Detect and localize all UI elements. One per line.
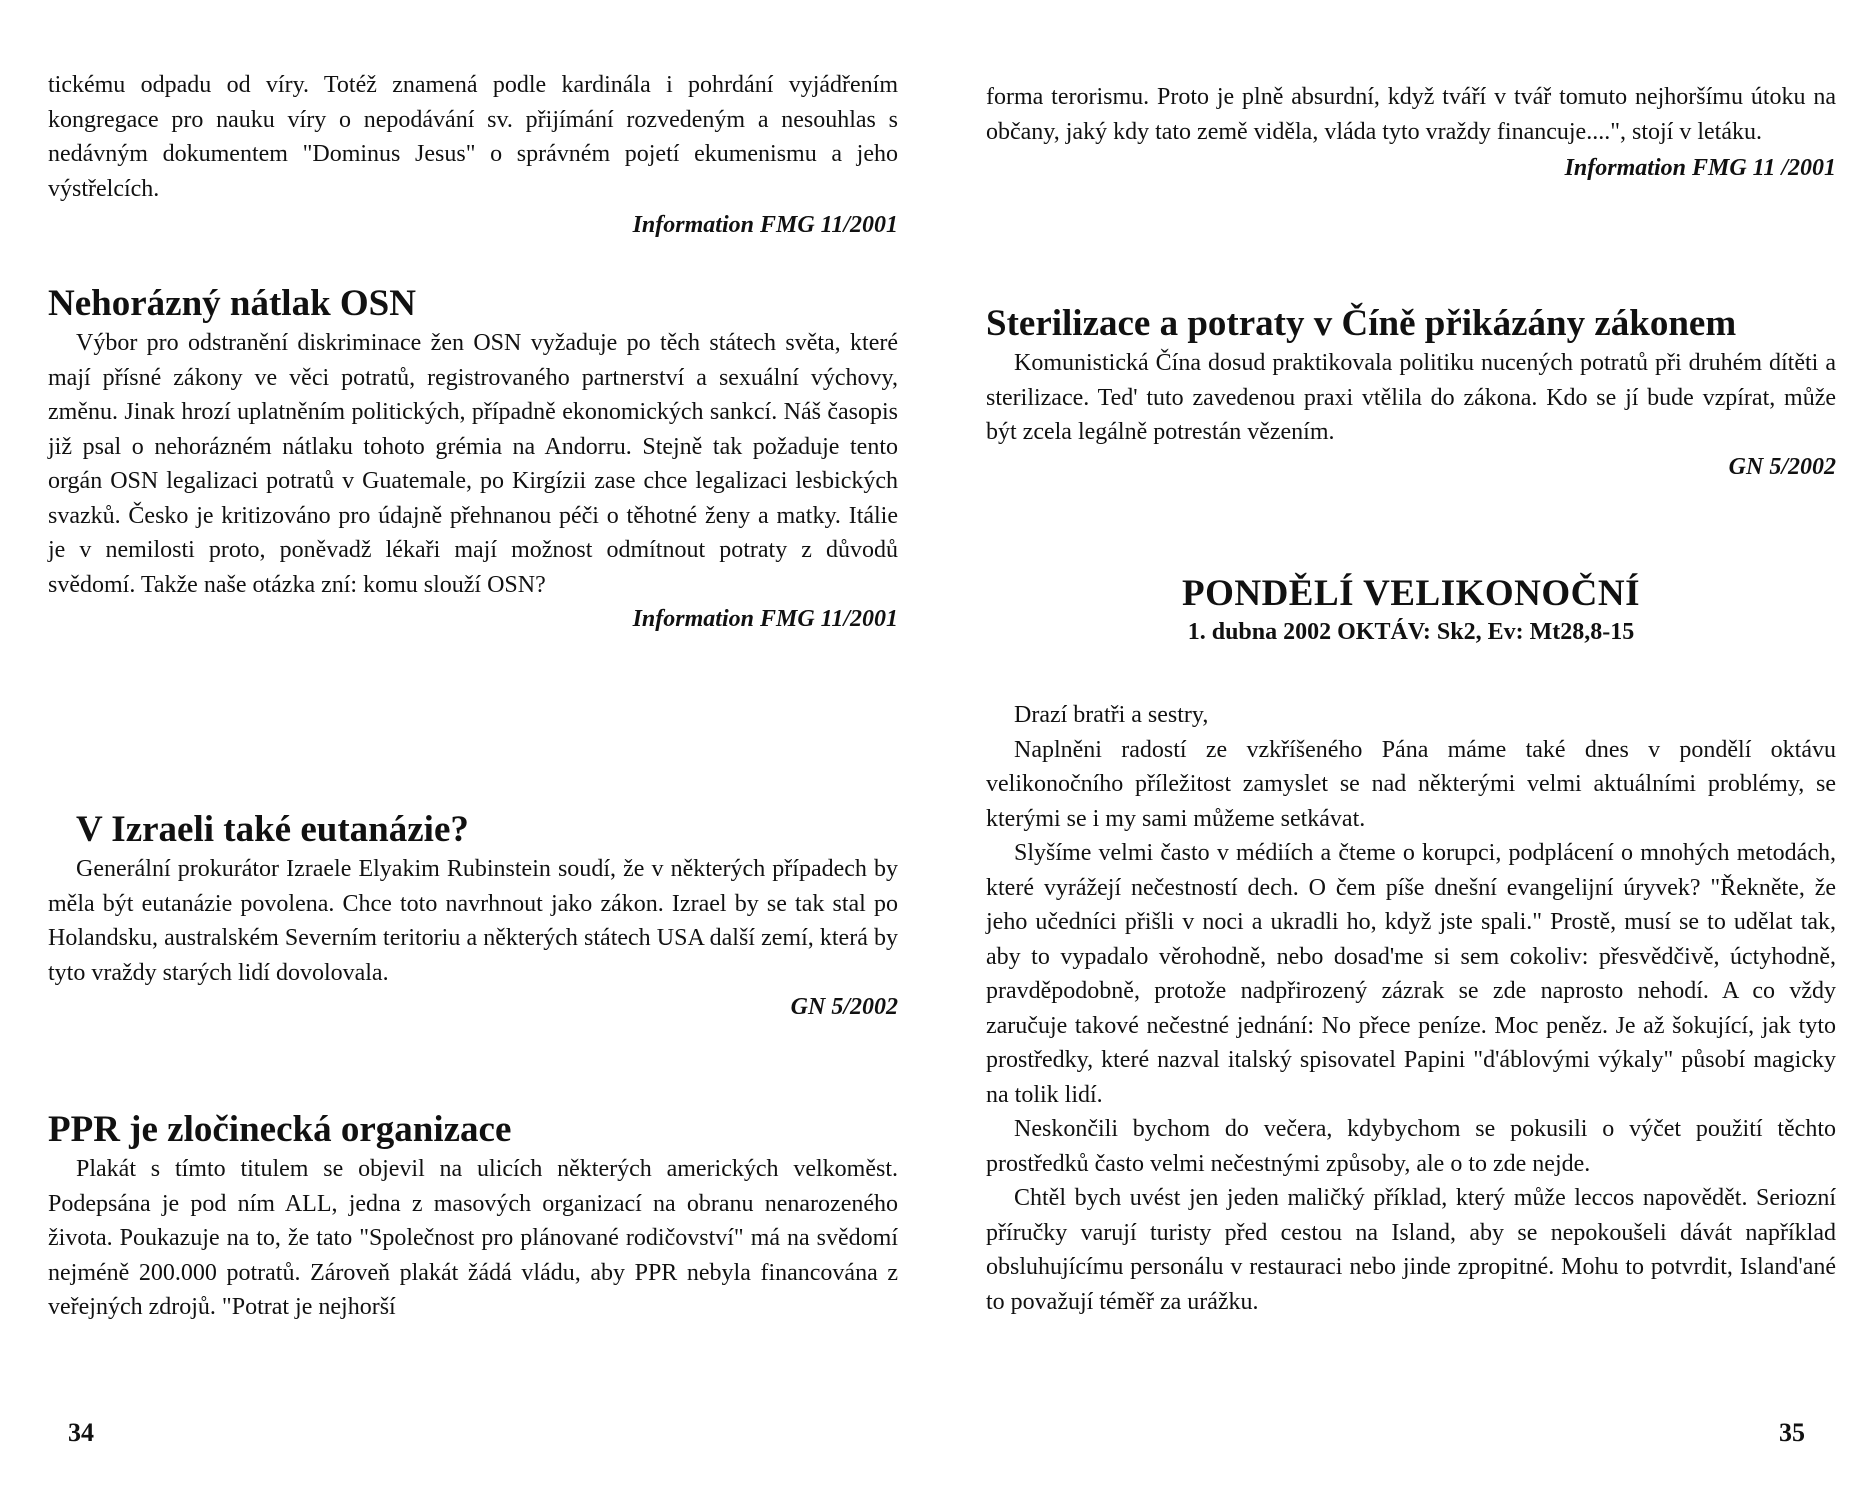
- sermon-heading: [986, 572, 1836, 648]
- sermon-paragraph: Naplněni radostí ze vzkříšeného Pána máme také dnes v pondělí oktávu velikonočního příležitost zamyslet se nad některými velmi aktuálními problémy, se kterými se i my sami můžeme setkávat.: [986, 736, 1836, 832]
- page-number: 34: [68, 1418, 94, 1447]
- article-izrael: [48, 808, 898, 1024]
- article-text: Komunistická Čína dosud praktikovala politiku nucených potratů při druhém dítěti a sterilizace. Ted' tuto zavedenou praxi vtělila do zákona. Kdo se jí bude vzpírat, může být zcela legálně potrestán vězením.: [986, 350, 1836, 445]
- sermon-paragraph: Neskončili bychom do večera, kdybychom se pokusili o výčet použití těchto prostředků často velmi nečestnými způsoby, ale o to zde nejde.: [986, 1116, 1836, 1177]
- intro-source: Information FMG 11/2001: [632, 212, 898, 238]
- intro-text: forma terorismu. Proto je plně absurdní, když tváří v tvář tomuto nejhoršímu útoku na občany, jaký kdy tato země viděla, vláda tyto vraždy financuje....", stojí v letáku.: [986, 84, 1836, 145]
- article-text: Výbor pro odstranění diskriminace žen OSN vyžaduje po těch státech světa, které mají přísné zákony ve věci potratů, registrovaného partnerství a sexuální výchovy, změnu. Jinak hrozí uplatněním politických, případně ekonomických sankcí. Náš časopis již psal o nehorázném nátlaku tohoto grémia na Andorru. Stejně tak požaduje tento orgán OSN legalizaci potratů v Guatemale, po Kirgízii zase chce legalizaci lesbických svazků. Česko je kritizováno pro údajně přehnanou péči o těhotné ženy a matky. Itálie je v nemilosti proto, poněvadž lékaři mají možnost odmítnout potraty z důvodů svědomí. Takže naše otázka zní: komu slouží OSN?: [48, 330, 898, 598]
- article-title: V Izraeli také eutanázie?: [76, 809, 469, 850]
- sermon-greeting: Drazí bratři a sestry,: [1014, 702, 1209, 728]
- left-intro: [48, 68, 898, 242]
- article-china: [986, 302, 1836, 484]
- right-page: [931, 0, 1862, 1500]
- page-number: 35: [1779, 1418, 1805, 1447]
- sermon-body: [986, 698, 1836, 1319]
- article-title: Sterilizace a potraty v Číně přikázány zákonem: [986, 303, 1737, 344]
- article-text: Generální prokurátor Izraele Elyakim Rubinstein soudí, že v některých případech by měla být eutanázie povolena. Chce toto navrhnout jako zákon. Izrael by se tak stal po Holandsku, australském Severním teritoriu a některých státech USA další zemí, která by tyto vraždy starých lidí dovolovala.: [48, 856, 898, 986]
- right-intro: [986, 80, 1836, 185]
- sermon-subtitle: 1. dubna 2002 OKTÁV: Sk2, Ev: Mt28,8-15: [1187, 619, 1635, 645]
- article-title: Nehorázný nátlak OSN: [48, 283, 416, 324]
- sermon-paragraph: Slyšíme velmi často v médiích a čteme o korupci, podplácení o mnohých metodách, které vyrážejí nečestností dech. O čem píše dnešní evangelijní úryvek? "Řekněte, že jeho učedníci přišli v noci a ukradli ho, když jste spali." Prostě, musí se to udělat tak, aby to vypadalo věrohodně, nebo dosad'me si sem cokoliv: přesvědčivě, úctyhodně, pravděpodobně, protože nadpřirozený zázrak se zde naprosto nehodí. A co vždy zaručuje takové nečestné jednání: No přece peníze. Moc peněz. Je až šokující, jak tyto prostředky, které nazval italský spisovatel Papini "d'áblovými výkaly" působí magicky na tolik lidí.: [986, 840, 1836, 1108]
- sermon-title: PONDĚLÍ VELIKONOČNÍ: [1181, 573, 1641, 614]
- article-osn: [48, 282, 898, 636]
- article-source: Information FMG 11/2001: [632, 606, 898, 632]
- intro-source: Information FMG 11 /2001: [1564, 155, 1836, 181]
- article-ppr: [48, 1108, 898, 1325]
- intro-text: tickému odpadu od víry. Totéž znamená podle kardinála i pohrdání vyjádřením kongregace pro nauku víry o nepodávání sv. přijímání rozvedeným a nesouhlas s nedávným dokumentem "Dominus Jesus" o správném pojetí ekumenismu a jeho výstřelcích.: [48, 72, 898, 202]
- article-text: Plakát s tímto titulem se objevil na ulicích některých amerických velkoměst. Podepsána je pod ním ALL, jedna z masových organizací na obranu nenarozeného života. Poukazuje na to, že tato "Společnost pro plánované rodičovství" má na svědomí nejméně 200.000 potratů. Zároveň plakát žádá vládu, aby PPR nebyla financována z veřejných zdrojů. "Potrat je nejhorší: [48, 1156, 898, 1320]
- sermon-paragraph: Chtěl bych uvést jen jeden maličký příklad, který může leccos napovědět. Seriozní příručky varují turisty před cestou na Island, aby se nepokoušeli dávát například obsluhujícímu personálu v restauraci nebo jinde zpropitné. Mohu to potvrdit, Island'ané to považují téměř za urážku.: [986, 1185, 1836, 1315]
- article-title: PPR je zločinecká organizace: [48, 1109, 512, 1150]
- article-source: GN 5/2002: [790, 994, 898, 1020]
- article-source: GN 5/2002: [1728, 453, 1836, 480]
